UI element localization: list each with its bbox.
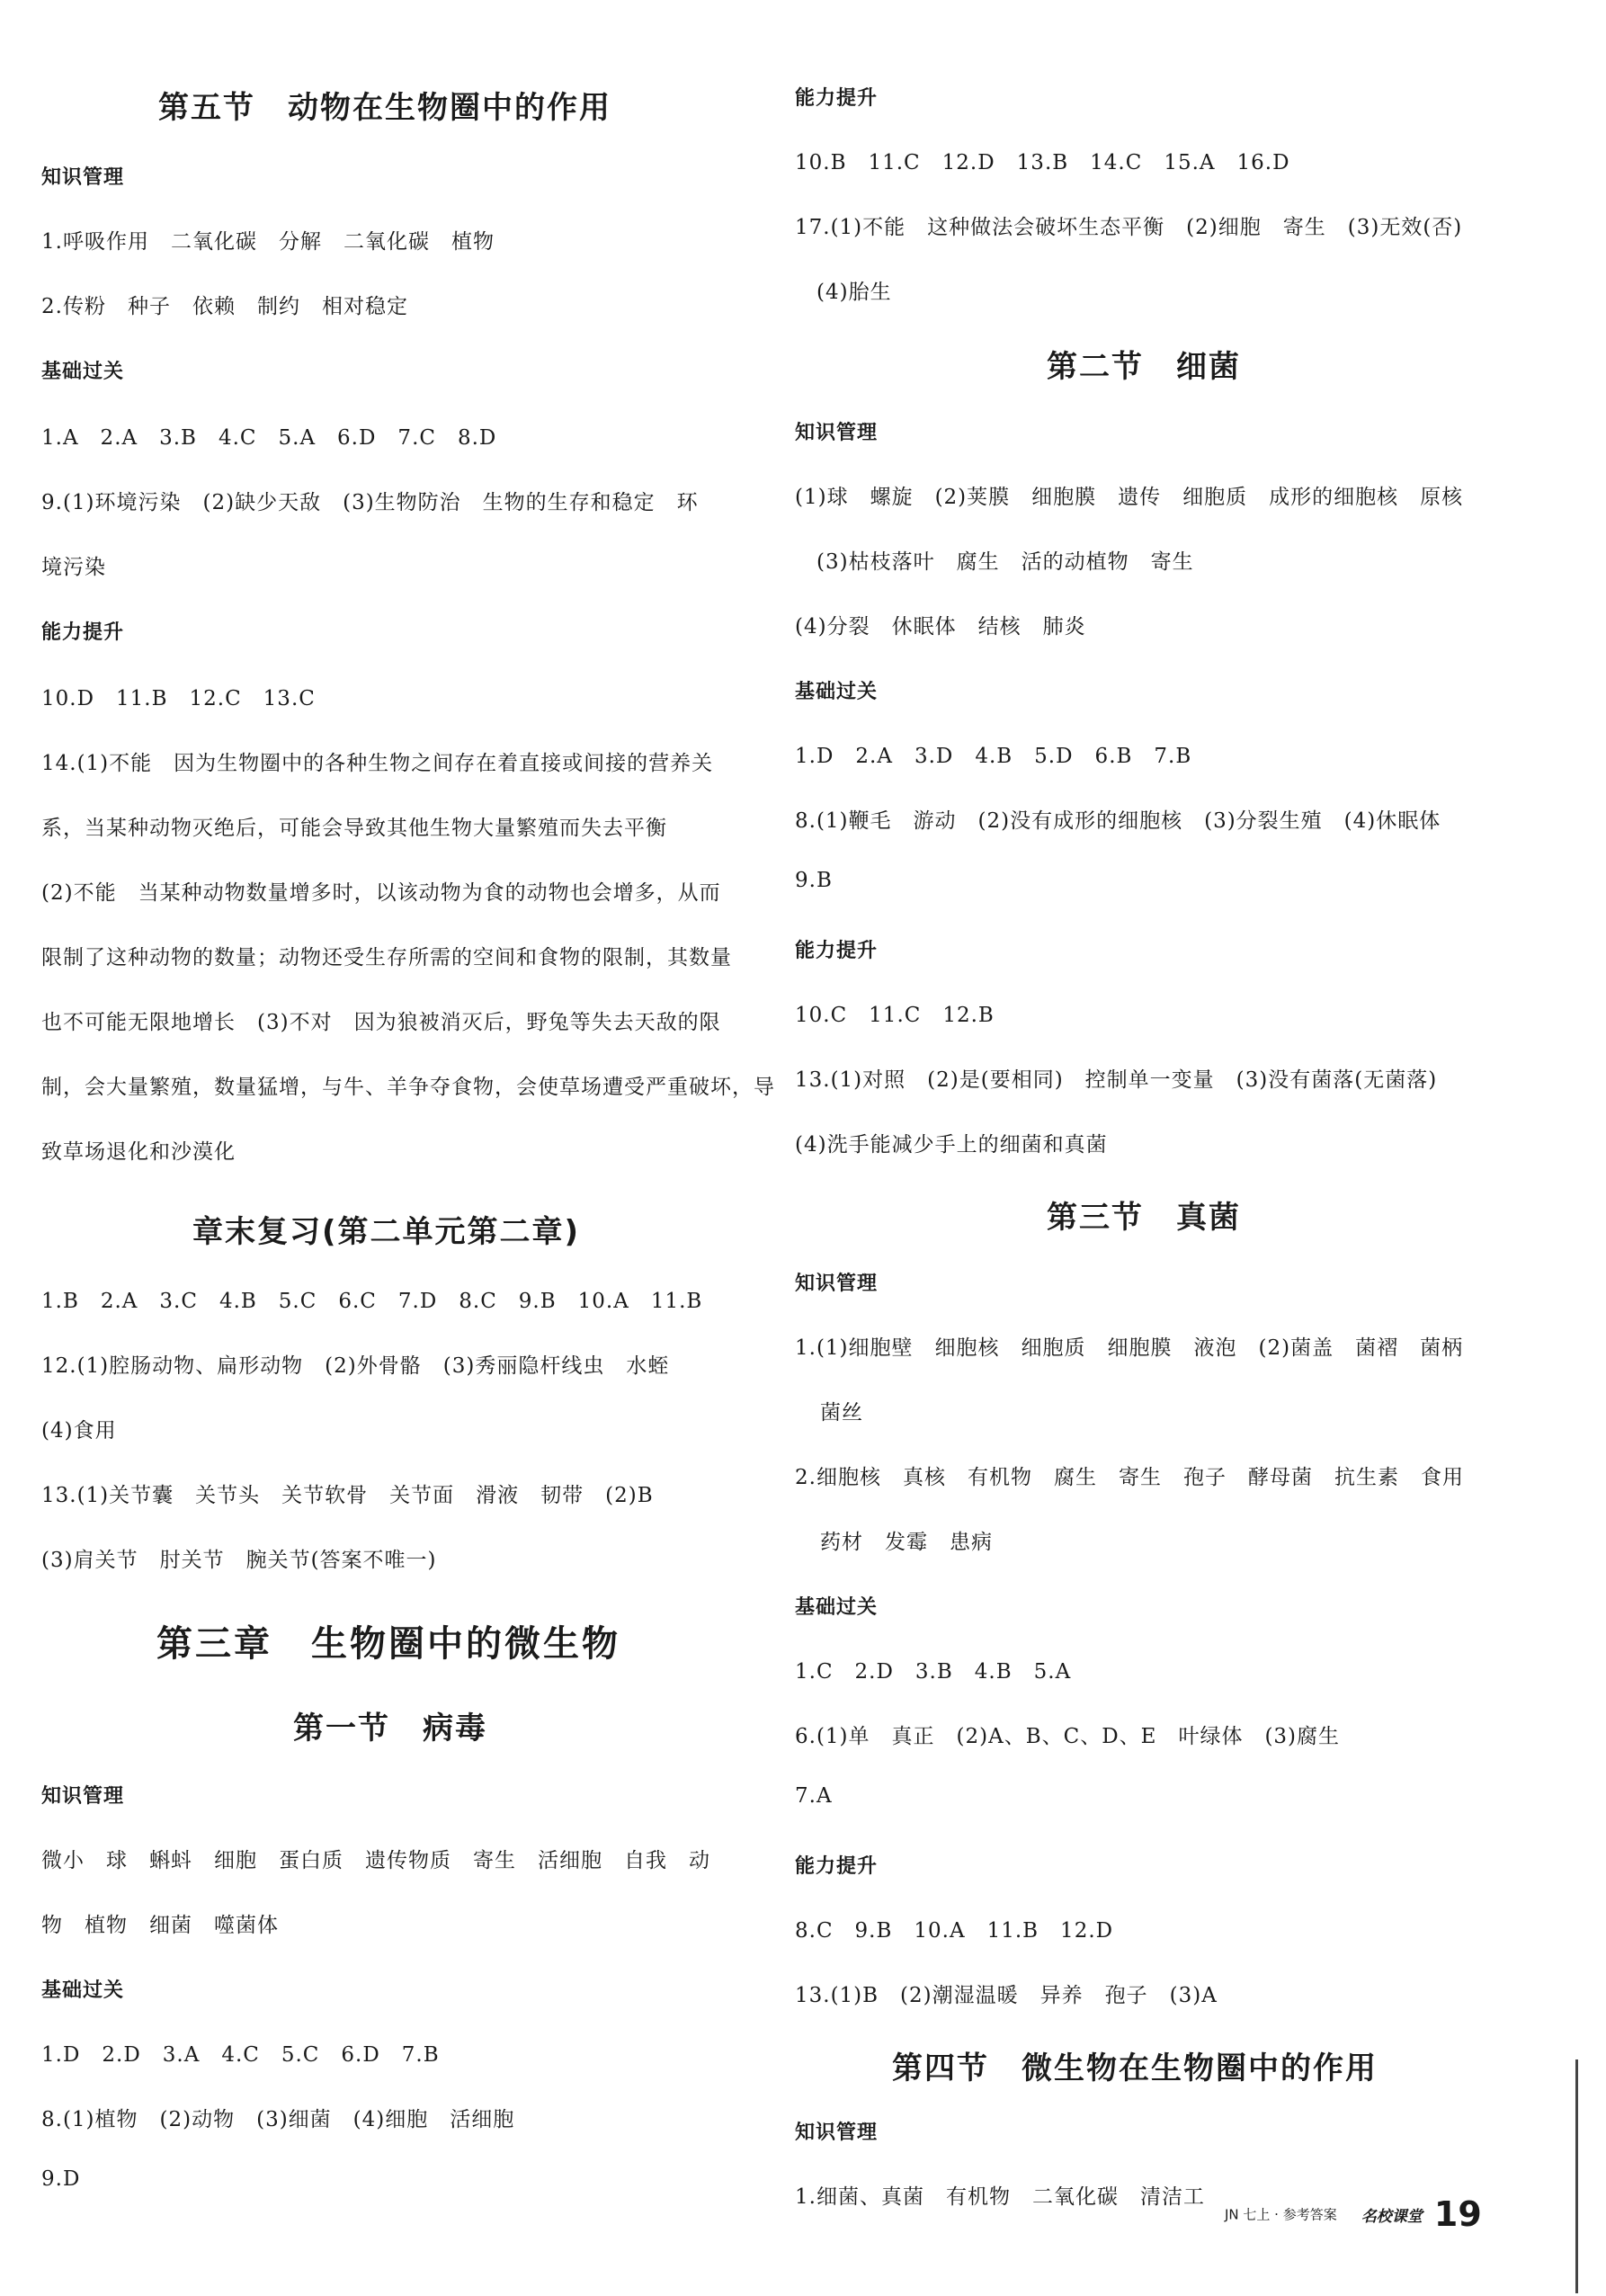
answer-line: 9.D <box>41 2167 81 2191</box>
answer-line: 1.D 2.A 3.D 4.B 5.D 6.B 7.B <box>795 745 1192 768</box>
subheading: 能力提升 <box>41 621 125 644</box>
answer-line: 8.(1)鞭毛 游动 (2)没有成形的细胞核 (3)分裂生殖 (4)休眠体 <box>795 809 1441 833</box>
answer-line: 10.B 11.C 12.D 13.B 14.C 15.A 16.D <box>795 151 1290 174</box>
answer-line: 致草场退化和沙漠化 <box>41 1140 236 1164</box>
section-title: 第三节 真菌 <box>1047 1200 1241 1236</box>
answer-line: 系，当某种动物灭绝后，可能会导致其他生物大量繁殖而失去平衡 <box>41 817 667 840</box>
answer-line: 6.(1)单 真正 (2)A、B、C、D、E 叶绿体 (3)腐生 <box>795 1725 1341 1748</box>
subheading: 能力提升 <box>795 87 879 110</box>
subheading: 知识管理 <box>795 2122 879 2144</box>
answer-line: 17.(1)不能 这种做法会破坏生态平衡 (2)细胞 寄生 (3)无效(否) <box>795 216 1463 239</box>
chapter-title: 第三章 生物圈中的微生物 <box>156 1623 620 1665</box>
answer-line: 物 植物 细菌 噬菌体 <box>41 1914 279 1937</box>
footer-label: JN 七上 · 参考答案 <box>1225 2206 1337 2223</box>
subheading: 知识管理 <box>41 1785 125 1808</box>
subheading: 基础过关 <box>795 1596 879 1619</box>
answer-line: 8.(1)植物 (2)动物 (3)细菌 (4)细胞 活细胞 <box>41 2108 515 2131</box>
answer-line: 13.(1)关节囊 关节头 关节软骨 关节面 滑液 韧带 (2)B <box>41 1484 654 1507</box>
answer-line: (4)食用 <box>41 1419 117 1443</box>
page-edge-divider <box>1575 2059 1578 2293</box>
subheading: 能力提升 <box>795 1855 879 1878</box>
answer-line: 1.呼吸作用 二氧化碳 分解 二氧化碳 植物 <box>41 230 495 254</box>
section-title: 第四节 微生物在生物圈中的作用 <box>892 2050 1378 2086</box>
answer-line: 制，会大量繁殖，数量猛增，与牛、羊争夺食物，会使草场遭受严重破坏，导 <box>41 1076 775 1099</box>
subheading: 知识管理 <box>41 166 125 189</box>
answer-line: (4)胎生 <box>816 281 892 304</box>
answer-line: 2.传粉 种子 依赖 制约 相对稳定 <box>41 295 408 318</box>
answer-line: 1.B 2.A 3.C 4.B 5.C 6.C 7.D 8.C 9.B 10.A 11.B <box>41 1290 703 1313</box>
answer-line: 9.B <box>795 869 833 892</box>
answer-line: 也不可能无限地增长 (3)不对 因为狼被消灭后，野兔等失去天敌的限 <box>41 1011 721 1034</box>
answer-line: 1.C 2.D 3.B 4.B 5.A <box>795 1660 1072 1684</box>
answer-line: 1.细菌、真菌 有机物 二氧化碳 清洁工 <box>795 2185 1205 2209</box>
answer-line: 10.D 11.B 12.C 13.C <box>41 687 316 710</box>
answer-line: 微小 球 蝌蚪 细胞 蛋白质 遗传物质 寄生 活细胞 自我 动 <box>41 1849 710 1872</box>
answer-line: 8.C 9.B 10.A 11.B 12.D <box>795 1919 1114 1943</box>
brand-logo: 名校课堂 <box>1361 2207 1423 2226</box>
section-title: 第五节 动物在生物圈中的作用 <box>158 90 611 126</box>
answer-line: 12.(1)腔肠动物、扁形动物 (2)外骨骼 (3)秀丽隐杆线虫 水蛭 <box>41 1354 670 1378</box>
review-title: 章末复习(第二单元第二章) <box>192 1214 581 1250</box>
answer-line: 10.C 11.C 12.B <box>795 1004 995 1027</box>
section-title: 第一节 病毒 <box>293 1711 487 1747</box>
answer-line: 13.(1)B (2)潮湿温暖 异养 孢子 (3)A <box>795 1984 1218 2007</box>
answer-line: 1.D 2.D 3.A 4.C 5.C 6.D 7.B <box>41 2043 440 2067</box>
answer-line: (4)分裂 休眠体 结核 肺炎 <box>795 615 1086 639</box>
subheading: 基础过关 <box>795 681 879 703</box>
answer-line: 菌丝 <box>820 1401 863 1425</box>
subheading: 基础过关 <box>41 361 125 383</box>
page-footer <box>1225 2194 1482 2234</box>
answer-line: 1.(1)细胞壁 细胞核 细胞质 细胞膜 液泡 (2)菌盖 菌褶 菌柄 <box>795 1336 1464 1360</box>
answer-line: 2.细胞核 真核 有机物 腐生 寄生 孢子 酵母菌 抗生素 食用 <box>795 1466 1464 1489</box>
answer-line: 限制了这种动物的数量；动物还受生存所需的空间和食物的限制，其数量 <box>41 946 732 969</box>
answer-line: 1.A 2.A 3.B 4.C 5.A 6.D 7.C 8.D <box>41 426 497 450</box>
answer-line: (4)洗手能减少手上的细菌和真菌 <box>795 1133 1108 1157</box>
page-number: 19 <box>1433 2194 1482 2234</box>
subheading: 能力提升 <box>795 940 879 962</box>
answer-line: (3)肩关节 肘关节 腕关节(答案不唯一) <box>41 1549 437 1572</box>
section-title: 第二节 细菌 <box>1047 349 1241 385</box>
answer-line: 13.(1)对照 (2)是(要相同) 控制单一变量 (3)没有菌落(无菌落) <box>795 1068 1438 1092</box>
answer-line: 7.A <box>795 1784 833 1808</box>
subheading: 知识管理 <box>795 422 879 444</box>
subheading: 基础过关 <box>41 1979 125 2002</box>
answer-line: (2)不能 当某种动物数量增多时，以该动物为食的动物也会增多，从而 <box>41 881 721 905</box>
answer-line: (3)枯枝落叶 腐生 活的动植物 寄生 <box>816 550 1194 574</box>
answer-line: 14.(1)不能 因为生物圈中的各种生物之间存在着直接或间接的营养关 <box>41 752 714 775</box>
answer-line: 境污染 <box>41 556 106 579</box>
answer-line: 9.(1)环境污染 (2)缺少天敌 (3)生物防治 生物的生存和稳定 环 <box>41 491 699 514</box>
answer-line: 药材 发霉 患病 <box>820 1531 993 1554</box>
answer-line: (1)球 螺旋 (2)荚膜 细胞膜 遗传 细胞质 成形的细胞核 原核 <box>795 486 1464 509</box>
subheading: 知识管理 <box>795 1273 879 1295</box>
